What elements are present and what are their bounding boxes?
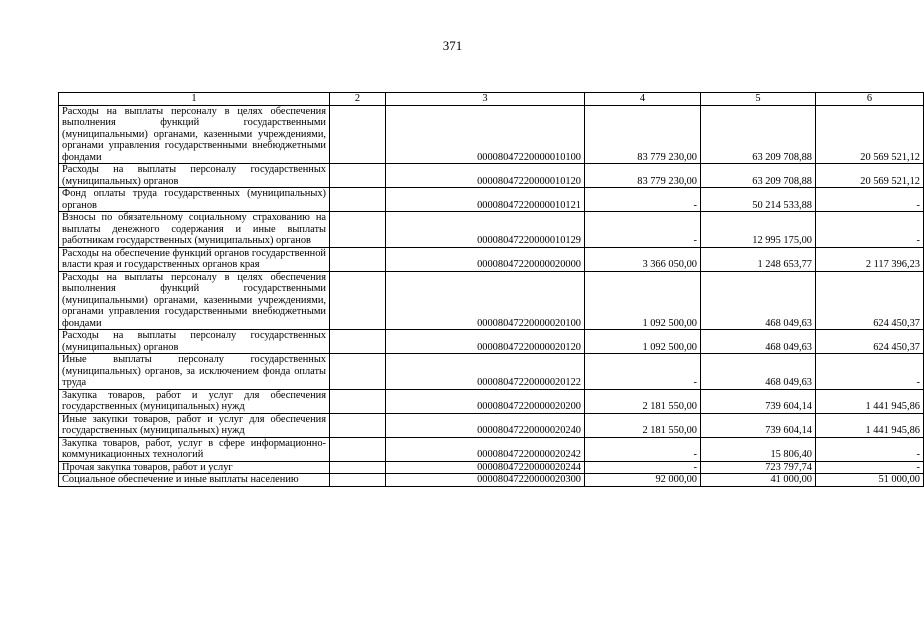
assigned-amount-cell: 2 181 550,00	[585, 389, 701, 413]
expense-name-cell: Взносы по обязательному социальному страхованию на выплаты денежного содержания и иные выплаты работникам государственных (муниципальных) органов	[59, 212, 330, 248]
table-row	[59, 461, 924, 474]
column-2-cell	[330, 354, 386, 390]
table-row	[59, 271, 924, 330]
expense-name-cell: Иные закупки товаров, работ и услуг для обеспечения государственных (муниципальных) нужд	[59, 413, 330, 437]
budget-code-cell: 00008047220000020122	[386, 354, 585, 390]
executed-amount-cell: 12 995 175,00	[701, 212, 816, 248]
budget-execution-table	[58, 92, 924, 487]
column-2-cell	[330, 247, 386, 271]
expense-name-cell: Расходы на выплаты персоналу государственных (муниципальных) органов	[59, 330, 330, 354]
assigned-amount-cell: -	[585, 437, 701, 461]
executed-amount-cell: 1 248 653,77	[701, 247, 816, 271]
column-header-5: 5	[701, 93, 816, 106]
expense-name-cell: Социальное обеспечение и иные выплаты населению	[59, 474, 330, 487]
table-row	[59, 164, 924, 188]
budget-code-cell: 00008047220000020300	[386, 474, 585, 487]
table-row	[59, 212, 924, 248]
unexecuted-amount-cell: -	[816, 212, 924, 248]
table-row	[59, 389, 924, 413]
page-number: 371	[442, 38, 463, 53]
table-row	[59, 188, 924, 212]
expense-name-cell: Закупка товаров, работ, услуг в сфере информационно-коммуникационных технологий	[59, 437, 330, 461]
unexecuted-amount-cell: 2 117 396,23	[816, 247, 924, 271]
table-row	[59, 437, 924, 461]
unexecuted-amount-cell: 20 569 521,12	[816, 164, 924, 188]
expense-name-cell: Иные выплаты персоналу государственных (муниципальных) органов, за исключением фонда оплаты труда	[59, 354, 330, 390]
executed-amount-cell: 739 604,14	[701, 413, 816, 437]
column-2-cell	[330, 164, 386, 188]
table-row	[59, 413, 924, 437]
column-2-cell	[330, 389, 386, 413]
budget-code-cell: 00008047220000010100	[386, 105, 585, 164]
assigned-amount-cell: 83 779 230,00	[585, 105, 701, 164]
expense-name-cell: Расходы на выплаты персоналу государственных (муниципальных) органов	[59, 164, 330, 188]
unexecuted-amount-cell: 1 441 945,86	[816, 389, 924, 413]
executed-amount-cell: 50 214 533,88	[701, 188, 816, 212]
expense-name-cell: Закупка товаров, работ и услуг для обеспечения государственных (муниципальных) нужд	[59, 389, 330, 413]
budget-code-cell: 00008047220000020100	[386, 271, 585, 330]
unexecuted-amount-cell: -	[816, 461, 924, 474]
unexecuted-amount-cell: 51 000,00	[816, 474, 924, 487]
column-header-6: 6	[816, 93, 924, 106]
executed-amount-cell: 15 806,40	[701, 437, 816, 461]
expense-name-cell: Прочая закупка товаров, работ и услуг	[59, 461, 330, 474]
assigned-amount-cell: -	[585, 188, 701, 212]
executed-amount-cell: 63 209 708,88	[701, 105, 816, 164]
assigned-amount-cell: 92 000,00	[585, 474, 701, 487]
column-2-cell	[330, 474, 386, 487]
assigned-amount-cell: -	[585, 354, 701, 390]
executed-amount-cell: 739 604,14	[701, 389, 816, 413]
unexecuted-amount-cell: 1 441 945,86	[816, 413, 924, 437]
assigned-amount-cell: 1 092 500,00	[585, 330, 701, 354]
assigned-amount-cell: 3 366 050,00	[585, 247, 701, 271]
column-2-cell	[330, 188, 386, 212]
assigned-amount-cell: 1 092 500,00	[585, 271, 701, 330]
column-header-4: 4	[585, 93, 701, 106]
unexecuted-amount-cell: -	[816, 437, 924, 461]
column-header-3: 3	[386, 93, 585, 106]
unexecuted-amount-cell: -	[816, 354, 924, 390]
executed-amount-cell: 468 049,63	[701, 354, 816, 390]
executed-amount-cell: 468 049,63	[701, 330, 816, 354]
executed-amount-cell: 468 049,63	[701, 271, 816, 330]
budget-code-cell: 00008047220000020242	[386, 437, 585, 461]
expense-name-cell: Расходы на выплаты персоналу в целях обеспечения выполнения функций государственными (муниципальными) органами, казенными учреждениями, органами управления государственными внебюджетными фондами	[59, 271, 330, 330]
column-2-cell	[330, 437, 386, 461]
budget-code-cell: 00008047220000010121	[386, 188, 585, 212]
assigned-amount-cell: -	[585, 461, 701, 474]
budget-code-cell: 00008047220000020200	[386, 389, 585, 413]
budget-code-cell: 00008047220000020000	[386, 247, 585, 271]
budget-code-cell: 00008047220000020244	[386, 461, 585, 474]
column-2-cell	[330, 330, 386, 354]
table-header-row	[59, 93, 924, 106]
table-row	[59, 330, 924, 354]
column-2-cell	[330, 461, 386, 474]
expense-name-cell: Фонд оплаты труда государственных (муниципальных) органов	[59, 188, 330, 212]
column-2-cell	[330, 212, 386, 248]
table-row	[59, 105, 924, 164]
unexecuted-amount-cell: 624 450,37	[816, 271, 924, 330]
column-2-cell	[330, 105, 386, 164]
expense-name-cell: Расходы на выплаты персоналу в целях обеспечения выполнения функций государственными (муниципальными) органами, казенными учреждениями, органами управления государственными внебюджетными фондами	[59, 105, 330, 164]
budget-code-cell: 00008047220000020120	[386, 330, 585, 354]
budget-code-cell: 00008047220000010120	[386, 164, 585, 188]
unexecuted-amount-cell: 624 450,37	[816, 330, 924, 354]
assigned-amount-cell: 2 181 550,00	[585, 413, 701, 437]
executed-amount-cell: 723 797,74	[701, 461, 816, 474]
executed-amount-cell: 63 209 708,88	[701, 164, 816, 188]
assigned-amount-cell: -	[585, 212, 701, 248]
unexecuted-amount-cell: 20 569 521,12	[816, 105, 924, 164]
column-header-2: 2	[330, 93, 386, 106]
table-row	[59, 354, 924, 390]
executed-amount-cell: 41 000,00	[701, 474, 816, 487]
budget-code-cell: 00008047220000020240	[386, 413, 585, 437]
unexecuted-amount-cell: -	[816, 188, 924, 212]
budget-code-cell: 00008047220000010129	[386, 212, 585, 248]
column-2-cell	[330, 271, 386, 330]
table-row	[59, 474, 924, 487]
expense-name-cell: Расходы на обеспечение функций органов государственной власти края и государственных органов края	[59, 247, 330, 271]
column-2-cell	[330, 413, 386, 437]
table-row	[59, 247, 924, 271]
assigned-amount-cell: 83 779 230,00	[585, 164, 701, 188]
column-header-1: 1	[59, 93, 330, 106]
